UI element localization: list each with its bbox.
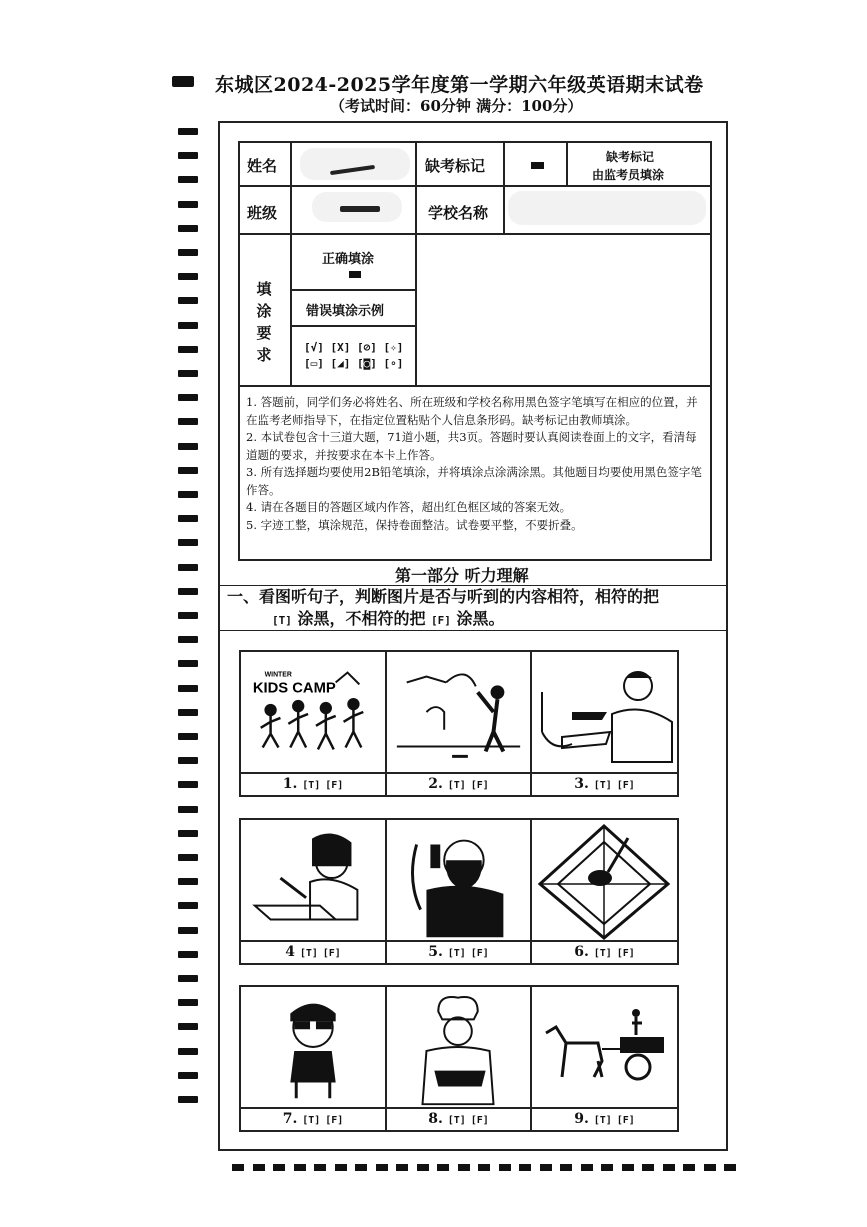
- class-label: 班级: [247, 204, 278, 222]
- question-text: 涂黑，不相符的把: [297, 609, 426, 628]
- timing-mark: [724, 1164, 736, 1171]
- option-t[interactable]: [T]: [593, 780, 612, 791]
- timing-mark: [178, 515, 198, 522]
- timing-mark: [178, 152, 198, 159]
- timing-mark: [178, 491, 198, 498]
- timing-mark: [178, 854, 198, 861]
- redacted-school: [508, 191, 706, 225]
- timing-mark: [178, 346, 198, 353]
- question-number: 9.: [574, 1111, 589, 1127]
- timing-mark: [376, 1164, 388, 1171]
- school-label: 学校名称: [428, 204, 489, 222]
- question-number: 7.: [282, 1111, 298, 1127]
- info-divider: [291, 289, 416, 291]
- timing-mark: [232, 1164, 244, 1171]
- timing-mark: [178, 273, 198, 280]
- boy-sunglasses-icon: [241, 987, 385, 1107]
- option-t[interactable]: [T]: [302, 780, 321, 791]
- timing-mark: [178, 394, 198, 401]
- question-text: 涂黑。: [456, 609, 505, 628]
- timing-mark: [478, 1164, 490, 1171]
- true-mark-sample: [T]: [272, 614, 292, 627]
- timing-mark: [622, 1164, 634, 1171]
- horse-cart-icon: [532, 987, 677, 1107]
- timing-mark: [458, 1164, 470, 1171]
- timing-mark: [178, 612, 198, 619]
- timing-mark: [178, 128, 198, 135]
- option-f[interactable]: [F]: [616, 948, 635, 959]
- absent-note-2: 由监考员填涂: [592, 168, 665, 182]
- timing-mark: [178, 1048, 198, 1055]
- absent-label: 缺考标记: [425, 157, 486, 175]
- picture-grid-row-3: [239, 985, 679, 1132]
- question-number: 4: [285, 944, 295, 960]
- timing-mark: [178, 539, 198, 546]
- timing-mark: [560, 1164, 572, 1171]
- timing-mark: [499, 1164, 511, 1171]
- timing-mark: [178, 733, 198, 740]
- timing-mark: [294, 1164, 306, 1171]
- timing-mark: [178, 297, 198, 304]
- timing-mark: [178, 564, 198, 571]
- timing-mark: [335, 1164, 347, 1171]
- timing-mark: [540, 1164, 552, 1171]
- instruction-item: 1. 答题前，同学们务必将姓名、所在班级和学校名称用黑色签字笔填写在相应的位置，并在监考老师指导下，在指定位置粘贴个人信息条形码。缺考标记由教师填涂。: [246, 395, 698, 427]
- option-t[interactable]: [T]: [447, 780, 466, 791]
- option-t[interactable]: [T]: [593, 1115, 612, 1126]
- corner-mark: [172, 76, 194, 87]
- question-number: 1.: [282, 776, 298, 792]
- instruction-item: 3. 所有选择题均要使用2B铅笔填涂，并将填涂点涂满涂黑。其他题目均要使用黑色签字笔作答。: [246, 465, 702, 497]
- picture-cell-7: [241, 987, 387, 1130]
- timing-mark: [178, 588, 198, 595]
- timing-mark: [178, 467, 198, 474]
- timing-mark: [178, 1072, 198, 1079]
- timing-mark: [704, 1164, 716, 1171]
- picture-grid-row-1: [239, 650, 679, 797]
- picture-answer-3[interactable]: [532, 772, 677, 795]
- timing-mark: [601, 1164, 613, 1171]
- girl-eating-icon: [241, 820, 385, 940]
- timing-mark: [396, 1164, 408, 1171]
- wrong-fill-samples-2: [▭] [◢] [◙] [∘]: [304, 357, 404, 370]
- timing-mark: [178, 418, 198, 425]
- picture-cell-5: [387, 820, 532, 963]
- timing-marks-bottom: [232, 1164, 744, 1172]
- timing-mark: [178, 1096, 198, 1103]
- page-subtitle: （考试时间：60分钟 满分：100分）: [330, 97, 583, 115]
- option-f[interactable]: [F]: [325, 780, 344, 791]
- timing-marks-left: [178, 128, 198, 1123]
- info-divider: [415, 141, 417, 385]
- redacted-name: [300, 148, 410, 180]
- option-t[interactable]: [T]: [593, 948, 612, 959]
- timing-mark: [178, 709, 198, 716]
- question-text: 一、看图听句子，判断图片是否与听到的内容相符，相符的把: [227, 587, 660, 606]
- picture-answer-7[interactable]: [241, 1107, 385, 1130]
- question-number: 2.: [428, 776, 443, 792]
- timing-mark: [178, 225, 198, 232]
- option-t[interactable]: [T]: [302, 1115, 321, 1126]
- picture-answer-4[interactable]: [241, 940, 385, 963]
- info-divider: [238, 385, 712, 387]
- picture-answer-6[interactable]: [532, 940, 677, 963]
- option-f[interactable]: [F]: [325, 1115, 344, 1126]
- name-label: 姓名: [247, 157, 278, 175]
- instructions-list: [246, 394, 706, 534]
- correct-fill-label: 正确填涂: [322, 252, 375, 267]
- picture-cell-2: [387, 652, 532, 795]
- fill-requirements-label: 填涂要求: [256, 280, 272, 364]
- timing-mark: [178, 685, 198, 692]
- timing-mark: [178, 249, 198, 256]
- correct-fill-sample: [349, 271, 361, 278]
- picture-cell-9: [532, 987, 677, 1130]
- timing-mark: [581, 1164, 593, 1171]
- picture-answer-1[interactable]: [241, 772, 385, 795]
- timing-mark: [642, 1164, 654, 1171]
- timing-mark: [178, 999, 198, 1006]
- blood-pressure-icon: [532, 652, 677, 772]
- picture-answer-8[interactable]: [387, 1107, 530, 1130]
- absent-note-1: 缺考标记: [606, 150, 655, 164]
- timing-mark: [683, 1164, 695, 1171]
- question-number: 6.: [574, 944, 589, 960]
- spoon-plate-icon: [532, 820, 677, 940]
- timing-mark: [178, 176, 198, 183]
- picture-answer-9[interactable]: [532, 1107, 677, 1130]
- timing-mark: [253, 1164, 265, 1171]
- option-f[interactable]: [F]: [470, 1115, 489, 1126]
- timing-mark: [178, 975, 198, 982]
- timing-mark: [178, 830, 198, 837]
- fishing-icon: [387, 652, 530, 772]
- timing-mark: [178, 757, 198, 764]
- option-f[interactable]: [F]: [470, 948, 489, 959]
- chef-icon: [387, 987, 530, 1107]
- option-t[interactable]: [T]: [447, 948, 466, 959]
- timing-mark: [178, 951, 198, 958]
- option-t[interactable]: [T]: [299, 948, 318, 959]
- picture-answer-2[interactable]: [387, 772, 530, 795]
- picture-answer-5[interactable]: [387, 940, 530, 963]
- question-instruction: [227, 586, 727, 632]
- timing-mark: [437, 1164, 449, 1171]
- camp-sign-small: WINTER: [264, 671, 292, 679]
- page-title: 东城区2024-2025学年度第一学期六年级英语期末试卷: [215, 74, 704, 96]
- timing-mark: [178, 370, 198, 377]
- timing-mark: [178, 806, 198, 813]
- wrong-fill-label: 错误填涂示例: [306, 304, 385, 319]
- instruction-item: 4. 请在各题目的答题区域内作答，超出红色框区域的答案无效。: [246, 500, 572, 514]
- info-divider: [503, 141, 505, 185]
- info-divider: [238, 233, 712, 235]
- info-divider: [291, 325, 416, 327]
- timing-mark: [273, 1164, 285, 1171]
- false-mark-sample: [F]: [431, 614, 451, 627]
- option-t[interactable]: [T]: [447, 1115, 466, 1126]
- picture-cell-8: [387, 987, 532, 1130]
- timing-mark: [178, 636, 198, 643]
- timing-mark: [355, 1164, 367, 1171]
- section-divider: [218, 630, 728, 631]
- timing-mark: [178, 878, 198, 885]
- timing-mark: [178, 781, 198, 788]
- picture-cell-4: [241, 820, 387, 963]
- timing-mark: [663, 1164, 675, 1171]
- redaction-scribble: [340, 206, 380, 212]
- timing-mark: [178, 1023, 198, 1030]
- timing-mark: [314, 1164, 326, 1171]
- instruction-item: 5. 字迹工整，填涂规范，保持卷面整洁。试卷要平整，不要折叠。: [246, 517, 583, 532]
- info-divider: [238, 185, 712, 187]
- timing-mark: [178, 443, 198, 450]
- question-number: 3.: [574, 776, 589, 792]
- question-number: 8.: [428, 1111, 443, 1127]
- timing-mark: [178, 201, 198, 208]
- picture-cell-1: [241, 652, 387, 795]
- timing-mark: [417, 1164, 429, 1171]
- timing-mark: [178, 322, 198, 329]
- timing-mark: [178, 902, 198, 909]
- info-divider: [290, 141, 292, 385]
- picture-grid-row-2: [239, 818, 679, 965]
- camp-sign-large: KIDS CAMP: [252, 680, 336, 697]
- timing-mark: [178, 660, 198, 667]
- option-f[interactable]: [F]: [616, 1115, 635, 1126]
- picture-cell-3: [532, 652, 677, 795]
- kids-camp-icon: [241, 652, 385, 772]
- info-divider: [503, 185, 505, 233]
- question-number: 5.: [428, 944, 443, 960]
- option-f[interactable]: [F]: [322, 948, 341, 959]
- timing-mark: [519, 1164, 531, 1171]
- absent-mark-box[interactable]: [531, 162, 544, 169]
- info-divider: [566, 141, 568, 185]
- wrong-fill-samples-1: [√] [X] [⊘] [✧]: [304, 341, 404, 354]
- option-f[interactable]: [F]: [470, 780, 489, 791]
- timing-mark: [178, 927, 198, 934]
- picture-cell-6: [532, 820, 677, 963]
- option-f[interactable]: [F]: [616, 780, 635, 791]
- telephone-man-icon: [387, 820, 530, 940]
- part-title: 第一部分 听力理解: [395, 566, 529, 585]
- instruction-item: 2. 本试卷包含十三道大题，71道小题，共3页。答题时要认真阅读卷面上的文字，看清每道题的要求，并按要求在本卡上作答。: [246, 430, 697, 462]
